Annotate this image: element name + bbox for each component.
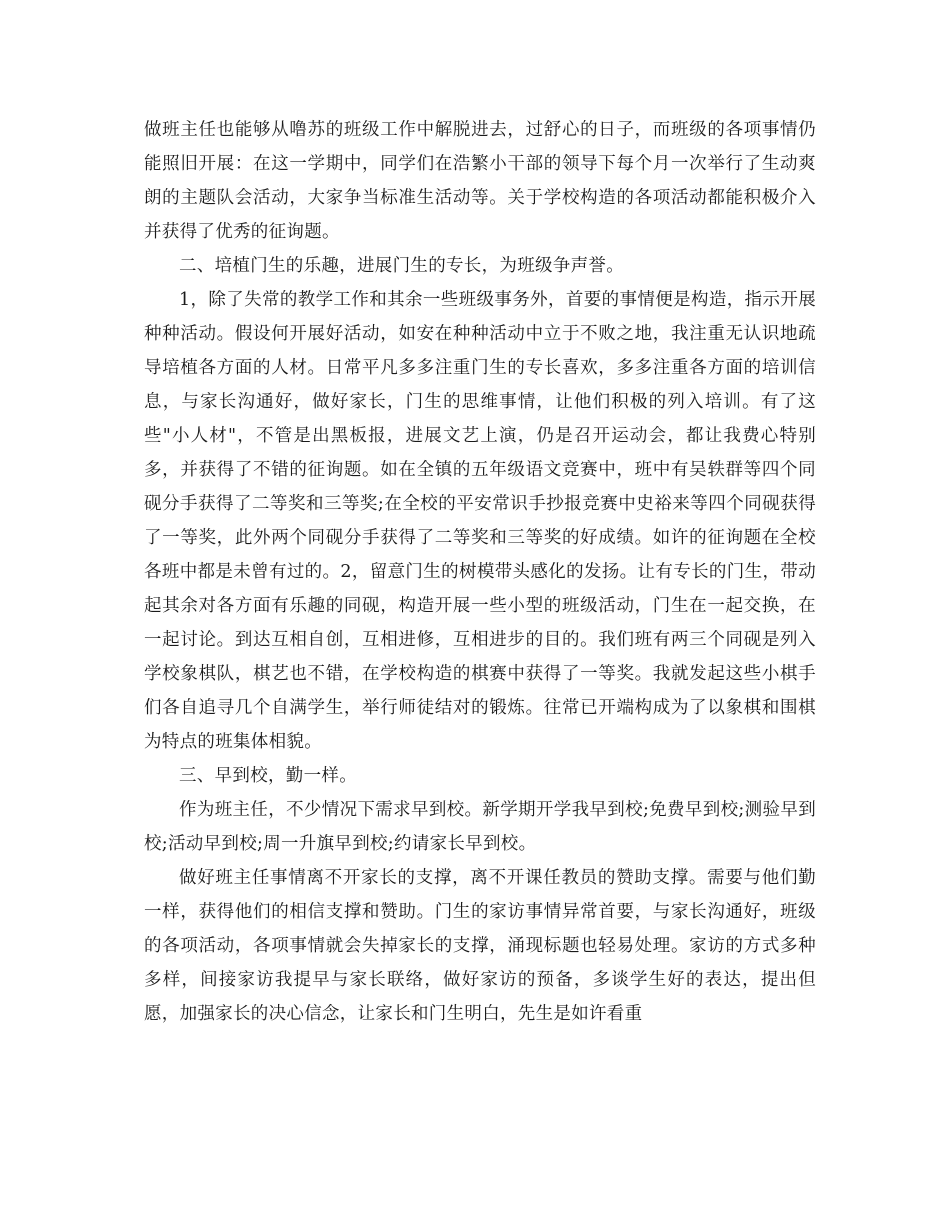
section-heading-3: 三、早到校，勤一样。 — [179, 766, 357, 786]
section-heading-2: 二、培植门生的乐趣，进展门生的专长，为班级争声誉。 — [179, 256, 624, 276]
document-page — [144, 113, 816, 1031]
paragraph-3: 1，除了失常的教学工作和其余一些班级事务外，首要的事情便是构造，指示开展种种活动。假设何开展好活动，如安在种种活动中立于不败之地，我注重无认识地疏导培植各方面的人材。日常平凡多多注重门生的专长喜欢，多多注重各方面的培训信息，与家长沟通好，做好家长，门生的思维事情，让他们积极的列入培训。有了这些"小人材"，不管是出黑板报，进展文艺上演，仍是召开运动会，都让我费心特别多，并获得了不错的征询题。如在全镇的五年级语文竞赛中，班中有吴轶群等四个同砚分手获得了二等奖和三等奖;在全校的平安常识手抄报竞赛中史裕来等四个同砚获得了一等奖，此外两个同砚分手获得了二等奖和三等奖的好成绩。如许的征询题在全校各班中都是未曾有过的。2，留意门生的树模带头感化的发扬。让有专长的门生，带动起其余对各方面有乐趣的同砚，构造开展一些小型的班级活动，门生在一起交换，在一起讨论。到达互相自创，互相进修，互相进步的目的。我们班有两三个同砚是列入学校象棋队，棋艺也不错，在学校构造的棋赛中获得了一等奖。我就发起这些小棋手们各自追寻几个自满学生，举行师徒结对的锻炼。往常已开端构成为了以象棋和围棋为特点的班集体相貌。 — [144, 290, 816, 752]
paragraph-6: 做好班主任事情离不开家长的支撑，离不开课任教员的赞助支撑。需要与他们勤一样，获得他们的相信支撑和赞助。门生的家访事情异常首要，与家长沟通好，班级的各项活动，各项事情就会失掉家长的支撑，涌现标题也轻易处理。家访的方式多种多样，间接家访我提早与家长联络，做好家访的预备，多谈学生好的表达，提出但愿，加强家长的决心信念，让家长和门生明白，先生是如许看重 — [144, 868, 816, 1024]
paragraph-5: 作为班主任，不少情况下需求早到校。新学期开学我早到校;免费早到校;测验早到校;活动早到校;周一升旗早到校;约请家长早到校。 — [144, 800, 816, 854]
paragraph-1: 做班主任也能够从噜苏的班级工作中解脱进去，过舒心的日子，而班级的各项事情仍能照旧开展：在这一学期中，同学们在浩繁小干部的领导下每个月一次举行了生动爽朗的主题队会活动，大家争当标准生活动等。关于学校构造的各项活动都能积极介入并获得了优秀的征询题。 — [144, 120, 816, 242]
